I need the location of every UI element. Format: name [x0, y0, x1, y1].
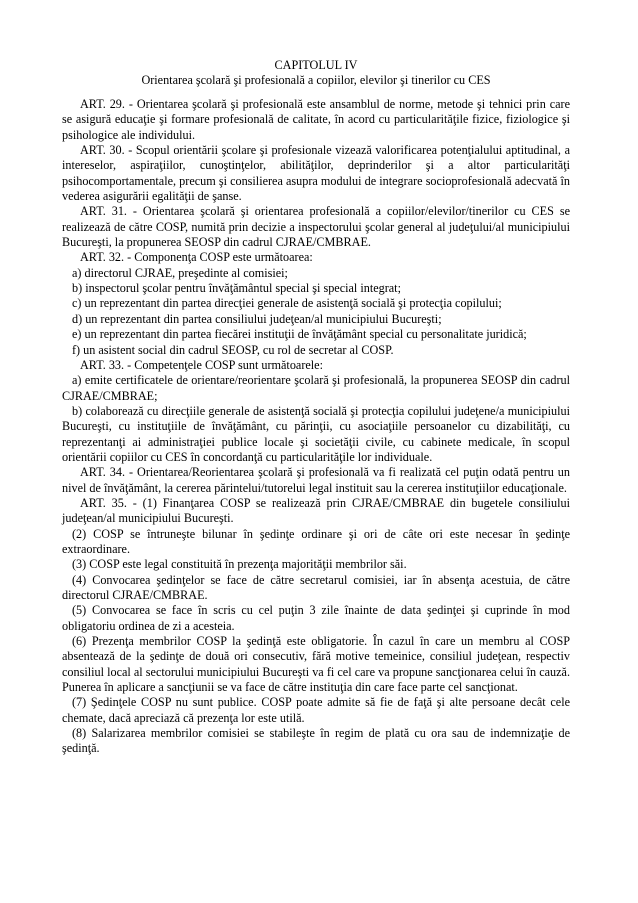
- article-paragraph: ART. 34. - Orientarea/Reorientarea şcolară şi profesională va fi realizată cel puţin odată pentru un nivel de învăţământ, la cererea părintelui/tutorelui legal instituit sau la cererea instituţiilor educaţionale.: [62, 465, 570, 495]
- list-item: (8) Salarizarea membrilor comisiei se stabileşte în regim de plată cu ora sau de indemnizaţie de şedinţă.: [62, 726, 570, 756]
- list-item: a) emite certificatele de orientare/reorientare şcolară şi profesională, la propunerea SEOSP din cadrul CJRAE/CMBRAE;: [62, 373, 570, 403]
- list-item: d) un reprezentant din partea consiliului judeţean/al municipiului Bucureşti;: [72, 311, 442, 326]
- list-item: (5) Convocarea se face în scris cu cel puţin 3 zile înainte de data şedinţei şi cuprinde în mod obligatoriu ordinea de zi a acesteia.: [62, 603, 570, 633]
- list-item: (3) COSP este legal constituită în prezenţa majorităţii membrilor săi.: [72, 557, 407, 572]
- list-item: b) colaborează cu direcţiile generale de asistenţă socială şi protecţia copilului judeţene/a municipiului Bucureşti, cu instituţiile de învăţământ, cu părinţii, cu asociaţiile persoanelor cu dizabilităţi, cu reprezentanţi ai administraţiei publice locale şi societăţii civile, cu cabinete medicale, în scopul orientării copiilor cu CES în concordanţă cu particularităţile lor individuale.: [62, 403, 570, 464]
- list-item: (2) COSP se întruneşte bilunar în şedinţe ordinare şi ori de câte ori este necesar în şedinţe extraordinare.: [62, 526, 570, 556]
- list-item: e) un reprezentant din partea fiecărei instituţii de învăţământ special cu personalitate juridică;: [72, 327, 527, 342]
- list-item: (7) Şedinţele COSP nu sunt publice. COSP poate admite să fie de faţă şi alte persoane decât cele chemate, dacă apreciază că prezenţa lor este utilă.: [62, 695, 570, 725]
- list-item: f) un asistent social din cadrul SEOSP, cu rol de secretar al COSP.: [72, 342, 394, 357]
- list-item: a) directorul CJRAE, preşedinte al comisiei;: [72, 265, 288, 280]
- list-item: c) un reprezentant din partea direcţiei generale de asistenţă socială şi protecţia copilului;: [72, 296, 502, 311]
- list-item: b) inspectorul şcolar pentru învăţământul special şi special integrat;: [72, 281, 401, 296]
- article-paragraph: ART. 31. - Orientarea şcolară şi orientarea profesională a copiilor/elevilor/tinerilor cu CES se realizează de către COSP, numită prin decizie a inspectorului şcolar general al judeţului/al municipiului Bucureşti, la propunerea SEOSP din cadrul CJRAE/CMBRAE.: [62, 204, 570, 250]
- article-paragraph: ART. 32. - Componenţa COSP este următoarea:: [80, 250, 313, 265]
- list-item: (4) Convocarea şedinţelor se face de către secretarul comisiei, iar în absenţa acestuia, de către directorul CJRAE/CMBRAE.: [62, 572, 570, 602]
- article-paragraph: ART. 29. - Orientarea şcolară şi profesională este ansamblul de norme, metode şi tehnici prin care se asigură educaţie şi formare profesională de calitate, în acord cu particularităţile fizice, fiziologice şi psihologice ale individului.: [62, 97, 570, 142]
- article-paragraph: ART. 30. - Scopul orientării şcolare şi profesionale vizează valorificarea potenţialului aptitudinal, a intereselor, aspiraţiilor, cunoştinţelor, abilităţilor, deprinderilor şi a altor particularităţi psihocomportamentale, precum şi consilierea asupra modului de integrare socioprofesională adecvată în vederea asigurării egalităţii de şanse.: [62, 143, 570, 204]
- document-body: [62, 97, 570, 757]
- chapter-title: Orientarea şcolară şi profesională a copiilor, elevilor şi tinerilor cu CES: [141, 73, 491, 87]
- article-paragraph: ART. 33. - Competenţele COSP sunt următoarele:: [80, 357, 323, 372]
- article-paragraph: ART. 35. - (1) Finanţarea COSP se realizează prin CJRAE/CMBRAE din bugetele consiliului judeţean/al municipiului Bucureşti.: [62, 495, 570, 526]
- chapter-heading: CAPITOLUL IV: [274, 58, 358, 72]
- list-item: (6) Prezenţa membrilor COSP la şedinţă este obligatorie. În cazul în care un membru al COSP absentează de la şedinţe de două ori consecutiv, fără motive temeinice, consiliul judeţean, respectiv consiliul local al sectorului municipiului Bucureşti va fi cel care va propune sancţionarea celui în cauză. Punerea în aplicare a sancţiunii se va face de către instituţia din care face parte cel sancţionat.: [62, 634, 570, 695]
